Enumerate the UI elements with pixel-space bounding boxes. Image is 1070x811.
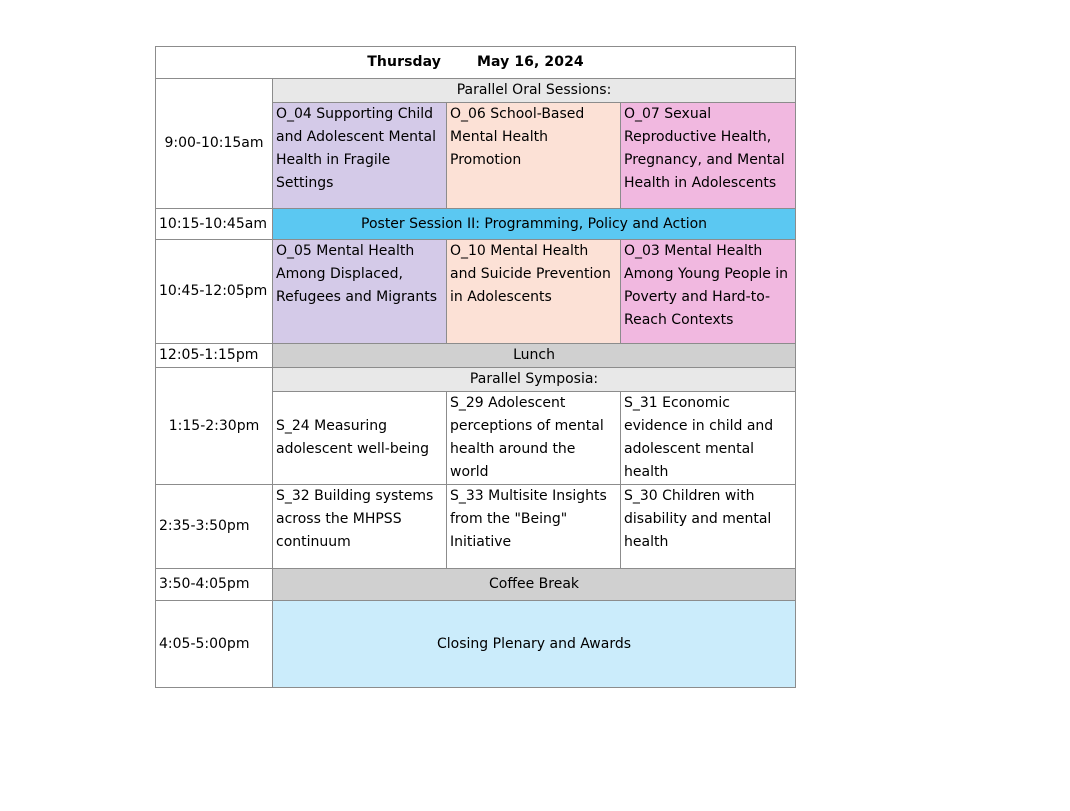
time-symposia-1: 1:15-2:30pm bbox=[156, 368, 273, 485]
session-o07: O_07 Sexual Reproductive Health, Pregnancy, and Mental Health in Adolescents bbox=[621, 103, 796, 209]
session-s33: S_33 Multisite Insights from the "Being" Initiative bbox=[447, 485, 621, 569]
time-lunch: 12:05-1:15pm bbox=[156, 344, 273, 368]
time-symposia-2: 2:35-3:50pm bbox=[156, 485, 273, 569]
schedule-table bbox=[155, 46, 796, 688]
time-coffee: 3:50-4:05pm bbox=[156, 569, 273, 601]
session-s31: S_31 Economic evidence in child and adolescent mental health bbox=[621, 392, 796, 485]
coffee-break-band: Coffee Break bbox=[273, 569, 796, 601]
time-oral-2: 10:45-12:05pm bbox=[156, 240, 273, 344]
schedule-header bbox=[156, 47, 796, 79]
session-s30: S_30 Children with disability and mental health bbox=[621, 485, 796, 569]
poster-session-band: Poster Session II: Programming, Policy and Action bbox=[273, 209, 796, 240]
parallel-symposia-band: Parallel Symposia: bbox=[273, 368, 796, 392]
session-s32: S_32 Building systems across the MHPSS continuum bbox=[273, 485, 447, 569]
time-oral-1: 9:00-10:15am bbox=[156, 79, 273, 209]
session-o10: O_10 Mental Health and Suicide Prevention in Adolescents bbox=[447, 240, 621, 344]
session-o03: O_03 Mental Health Among Young People in Poverty and Hard-to-Reach Contexts bbox=[621, 240, 796, 344]
lunch-band: Lunch bbox=[273, 344, 796, 368]
schedule-sheet bbox=[155, 46, 796, 688]
time-closing: 4:05-5:00pm bbox=[156, 601, 273, 688]
closing-plenary-band: Closing Plenary and Awards bbox=[273, 601, 796, 688]
session-o04: O_04 Supporting Child and Adolescent Mental Health in Fragile Settings bbox=[273, 103, 447, 209]
session-o06: O_06 School-Based Mental Health Promotion bbox=[447, 103, 621, 209]
session-s24: S_24 Measuring adolescent well-being bbox=[273, 392, 447, 485]
time-poster: 10:15-10:45am bbox=[156, 209, 273, 240]
session-s29: S_29 Adolescent perceptions of mental health around the world bbox=[447, 392, 621, 485]
header-day: Thursday bbox=[367, 54, 441, 70]
header-date: May 16, 2024 bbox=[476, 54, 584, 70]
session-o05: O_05 Mental Health Among Displaced, Refugees and Migrants bbox=[273, 240, 447, 344]
parallel-oral-band: Parallel Oral Sessions: bbox=[273, 79, 796, 103]
